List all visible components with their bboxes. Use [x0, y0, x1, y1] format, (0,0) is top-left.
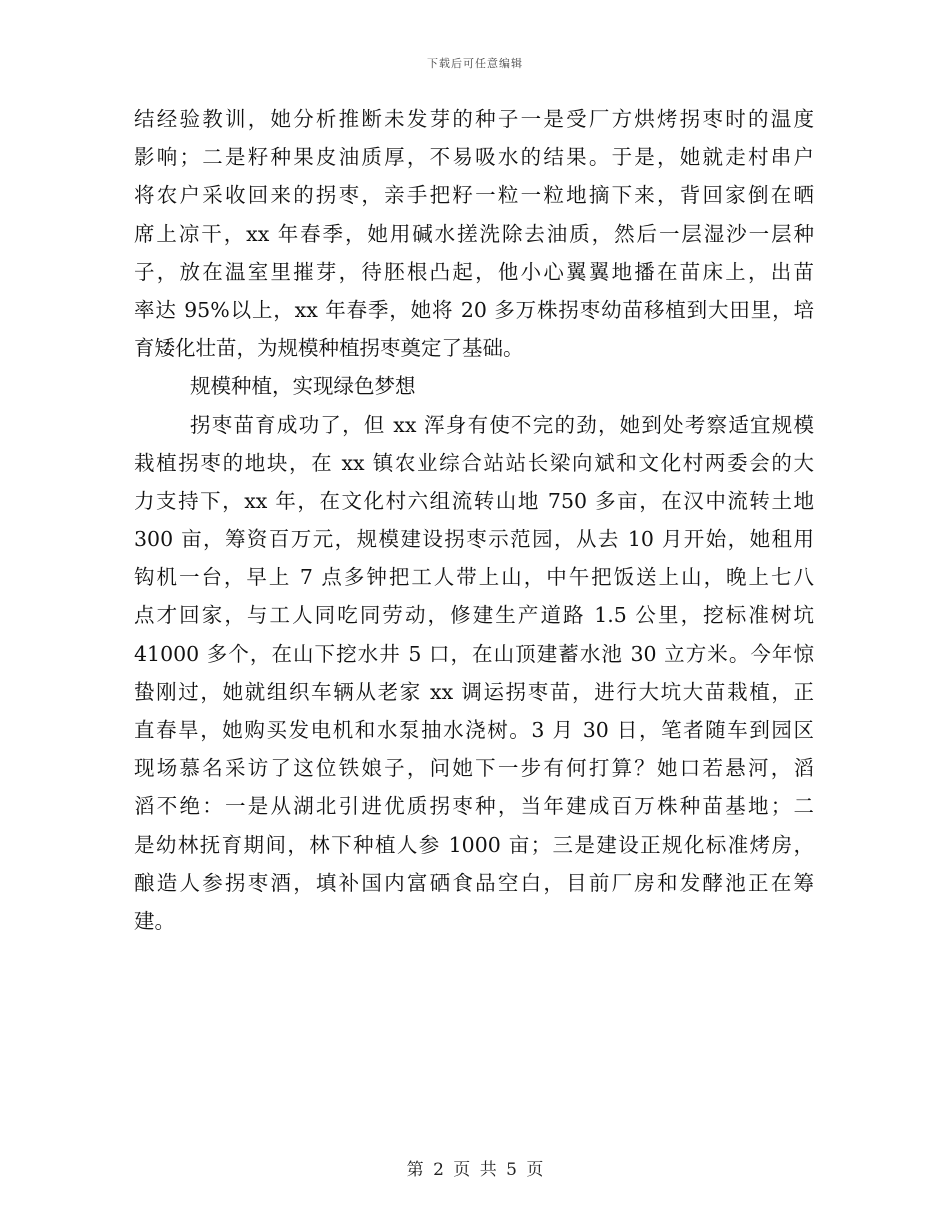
text-line: 席上凉干，xx 年春季，她用碱水搓洗除去油质，然后一层湿沙一层种: [134, 221, 814, 246]
page-number: 第 2 页 共 5 页: [406, 1160, 544, 1180]
text-line: 栽植拐枣的地块，在 xx 镇农业综合站站长梁向斌和文化村两委会的大: [134, 450, 814, 475]
text-line: 结经验教训，她分析推断未发芽的种子一是受厂方烘烤拐枣时的温度: [134, 107, 814, 131]
text-line: 育矮化壮苗，为规模种植拐枣奠定了基础。: [134, 336, 524, 361]
text-line: 子，放在温室里摧芽，待胚根凸起，他小心翼翼地播在苗床上，出苗: [134, 259, 814, 284]
document-body: [134, 100, 814, 940]
page-header: 下载后可任意编辑: [427, 57, 523, 70]
text-line: 拐枣苗育成功了，但 xx 浑身有使不完的劲，她到处考察适宜规模: [190, 412, 814, 437]
text-line: 300 亩，筹资百万元，规模建设拐枣示范园，从去 10 月开始，她租用: [134, 527, 814, 552]
text-line: 将农户采收回来的拐枣，亲手把籽一粒一粒地摘下来，背回家倒在晒: [134, 183, 814, 208]
text-line: 建。: [134, 908, 175, 933]
text-line: 力支持下，xx 年，在文化村六组流转山地 750 多亩，在汉中流转土地: [134, 488, 814, 513]
text-line: 影响；二是籽种果皮油质厚，不易吸水的结果。于是，她就走村串户: [134, 145, 814, 170]
text-line: 蛰刚过，她就组织车辆从老家 xx 调运拐枣苗，进行大坑大苗栽植，正: [134, 679, 814, 704]
text-line: 滔不绝：一是从湖北引进优质拐枣种，当年建成百万株种苗基地；二: [134, 794, 814, 819]
text-line: 钩机一台，早上 7 点多钟把工人带上山，中午把饭送上山，晚上七八: [134, 565, 814, 590]
text-line: 点才回家，与工人同吃同劳动，修建生产道路 1.5 公里，挖标准树坑: [134, 603, 814, 628]
text-line: 酿造人参拐枣酒，填补国内富硒食品空白，目前厂房和发酵池正在筹: [134, 870, 814, 895]
text-line: 是幼林抚育期间，林下种植人参 1000 亩；三是建设正规化标准烤房，: [134, 832, 814, 857]
text-line: 现场慕名采访了这位铁娘子，问她下一步有何打算？她口若悬河，滔: [134, 756, 814, 781]
text-line: 率达 95%以上，xx 年春季，她将 20 多万株拐枣幼苗移植到大田里，培: [134, 297, 814, 322]
section-heading: 规模种植，实现绿色梦想: [190, 374, 416, 399]
text-line: 直春旱，她购买发电机和水泵抽水浇树。3 月 30 日，笔者随车到园区: [134, 718, 814, 742]
text-line: 41000 多个，在山下挖水井 5 口，在山顶建蓄水池 30 立方米。今年惊: [134, 641, 814, 666]
